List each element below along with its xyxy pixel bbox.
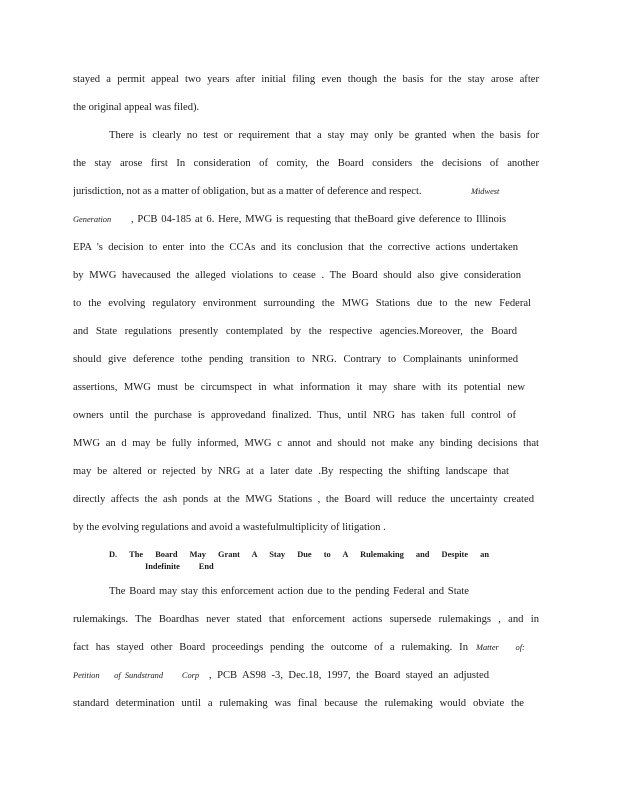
text-line: MWG an d may be fully informed, MWG c annot and should not make any binding decisions that bbox=[73, 438, 539, 449]
text-line: , PCB AS98 -3, Dec.18, 1997, the Board stayed an adjusted bbox=[209, 670, 489, 681]
text-line: , PCB 04-185 at 6. Here, MWG is requesting that theBoard give deference to Illinois bbox=[131, 214, 506, 225]
text-line: There is clearly no test or requirement that a stay may only be granted when the basis for bbox=[109, 130, 539, 141]
heading-word: Stay bbox=[269, 550, 286, 559]
text-line: and State regulations presently contemplated by the respective agencies.Moreover, the Board bbox=[73, 326, 517, 337]
heading-word: Grant bbox=[218, 550, 240, 559]
text-line: assertions, MWG must be circumspect in what information it may share with its potential new bbox=[73, 382, 525, 393]
text-line: to the evolving regulatory environment surrounding the MWG Stations due to the new Federal bbox=[73, 298, 531, 309]
citation-matter-of: Matter of: bbox=[476, 643, 525, 652]
heading-word: A bbox=[342, 550, 348, 559]
text-line: EPA 's decision to enter into the CCAs and its conclusion that the corrective actions undertaken bbox=[73, 242, 518, 253]
citation-midwest: Midwest bbox=[471, 187, 500, 196]
heading-word: and bbox=[415, 550, 430, 559]
text-line: jurisdiction, not as a matter of obligation, but as a matter of deference and respect. bbox=[73, 186, 422, 197]
text-line: standard determination until a rulemaking was final because the rulemaking would obviate the bbox=[73, 698, 524, 709]
citation-generation: Generation bbox=[73, 215, 112, 224]
text-line: the original appeal was filed). bbox=[73, 102, 200, 113]
heading-word: A bbox=[251, 550, 258, 559]
heading-word: The bbox=[129, 550, 144, 559]
text-line: rulemakings. The Boardhas never stated that enforcement actions supersede rulemakings , and in bbox=[73, 614, 539, 625]
citation-petition: Petition of Sundstrand Corp bbox=[73, 671, 200, 680]
text-line: by the evolving regulations and avoid a wastefulmultiplicity of litigation . bbox=[73, 522, 386, 533]
text-line: by MWG havecaused the alleged violations to cease . The Board should also give consideration bbox=[73, 270, 521, 281]
text-line: the stay arose first In consideration of comity, the Board considers the decisions of another bbox=[73, 158, 539, 169]
text-line: The Board may stay this enforcement action due to the pending Federal and State bbox=[109, 586, 469, 597]
text-line: owners until the purchase is approvedand finalized. Thus, until NRG has taken full control of bbox=[73, 410, 516, 421]
heading-word: Despite bbox=[441, 550, 469, 559]
heading-word: Due bbox=[297, 550, 312, 559]
heading-word: an bbox=[480, 550, 490, 559]
text-line: should give deference tothe pending transition to NRG. Contrary to Complainants uninformed bbox=[73, 354, 518, 365]
heading-word: Rulemaking bbox=[360, 550, 404, 559]
text-line: stayed a permit appeal two years after initial filing even though the basis for the stay arose after bbox=[73, 74, 539, 85]
section-heading bbox=[109, 549, 489, 560]
text-line: directly affects the ash ponds at the MWG Stations , the Board will reduce the uncertainty created bbox=[73, 494, 534, 505]
text-line: may be altered or rejected by NRG at a later date .By respecting the shifting landscape that bbox=[73, 466, 509, 477]
heading-word: D. bbox=[109, 550, 118, 559]
heading-word: Board bbox=[155, 550, 178, 559]
section-heading-line2: Indefinite End bbox=[145, 562, 214, 571]
heading-word: to bbox=[323, 550, 331, 559]
heading-word: May bbox=[189, 550, 206, 559]
text-line: fact has stayed other Board proceedings pending the outcome of a rulemaking. In bbox=[73, 642, 468, 653]
